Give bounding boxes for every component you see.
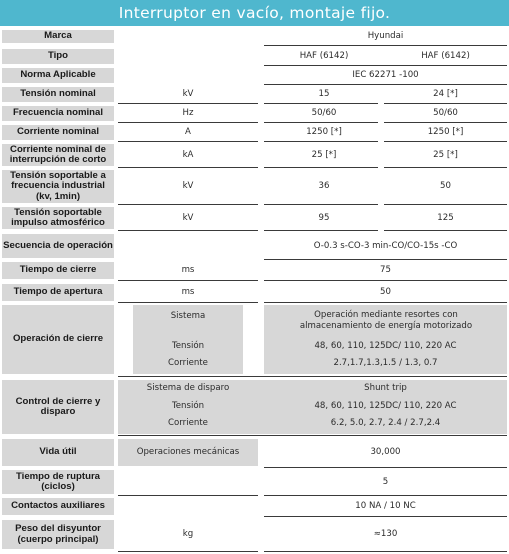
label-tiempo-apertura: Tiempo de apertura [2,284,114,301]
unit-tiempo-apertura: ms [181,287,195,297]
row-divider [264,84,507,85]
row-divider [264,45,507,46]
row-divider [264,230,378,231]
label-tiempo-cierre: Tiempo de cierre [2,262,114,279]
row-divider [264,141,378,142]
unit-corriente-corte: kA [182,149,194,160]
value-tension-soportable-ia-b: 125 [437,212,454,223]
sub-label-corriente-control: Corriente [168,417,208,428]
sub-label-tension-control: Tensión [171,400,205,411]
sub-value-sistema: Operación mediante resortes con almacenamiento de energía motorizado [299,310,473,331]
value-vida-util: 30,000 [370,447,401,457]
row-divider [118,103,258,104]
row-divider [264,467,507,468]
row-divider [264,280,507,281]
label-secuencia: Secuencia de operación [2,234,114,258]
row-divider [264,259,507,260]
row-divider [264,516,507,517]
unit-tension-soportable-fi: kV [182,181,194,191]
sub-value-corriente: 2.7,1.7,1.3,1.5 / 1.3, 0.7 [333,357,438,368]
unit-tension-nominal: kV [182,89,194,99]
value-tension-nominal-b: 24 [*] [433,89,458,99]
unit-corriente-nominal: A [185,127,191,137]
row-divider [118,280,258,281]
value-peso: ≈130 [373,529,398,539]
value-tiempo-cierre: 75 [380,265,391,275]
row-divider [384,230,507,231]
label-peso: Peso del disyuntor (cuerpo principal) [2,520,114,549]
value-contactos-auxiliares: 10 NA / 10 NC [355,501,416,511]
label-marca: Marca [2,30,114,43]
row-divider [264,551,507,552]
row-divider [264,65,507,66]
sub-label-tension: Tensión [171,340,205,351]
label-norma: Norma Aplicable [2,68,114,83]
row-divider [264,495,507,496]
label-vida-util: Vida útil [2,439,114,466]
label-tension-soportable-fi: Tensión soportable a frecuencia industrial (kv, 1min) [2,170,114,203]
row-divider [118,435,507,436]
sub-value-tension-control: 48, 60, 110, 125DC/ 110, 220 AC [314,400,457,411]
value-tipo-a: HAF (6142) [299,51,349,61]
value-tipo-b: HAF (6142) [421,51,470,61]
value-frecuencia-a: 50/60 [311,108,337,118]
value-tension-nominal-a: 15 [318,89,330,99]
value-tension-soportable-ia-a: 95 [318,212,330,223]
value-norma: IEC 62271 -100 [352,70,419,80]
row-divider [118,302,258,303]
row-divider [118,204,258,205]
label-control-cierre-disparo: Control de cierre y disparo [2,380,114,434]
row-divider [118,495,258,496]
label-corriente-corte: Corriente nominal de interrupción de corto [2,144,114,166]
value-frecuencia-b: 50/60 [433,108,458,118]
row-divider [384,141,507,142]
unit-tiempo-cierre: ms [181,265,195,275]
label-tension-soportable-ia: Tensión soportable impulso atmosférico [2,207,114,229]
value-corriente-corte-a: 25 [*] [311,149,337,160]
label-corriente-nominal: Corriente nominal [2,125,114,140]
row-divider [118,376,507,377]
table-title: Interruptor en vacío, montaje fijo. [0,0,509,26]
value-tiempo-ruptura: 5 [382,476,389,487]
label-operacion-cierre: Operación de cierre [2,305,114,374]
row-divider [264,103,378,104]
value-corriente-nominal-b: 1250 [*] [427,127,464,137]
sub-label-sistema: Sistema [170,310,206,321]
row-divider [384,103,507,104]
label-frecuencia: Frecuencia nominal [2,106,114,121]
row-divider [118,167,258,168]
row-divider [264,302,507,303]
row-divider [118,230,258,231]
sub-label-sistema-disparo: Sistema de disparo [146,382,230,393]
unit-frecuencia: Hz [182,108,194,118]
row-divider [384,167,507,168]
row-divider [118,141,258,142]
row-divider [118,551,258,552]
value-tension-soportable-fi-a: 36 [318,181,330,191]
value-corriente-corte-b: 25 [*] [433,149,458,160]
value-tiempo-apertura: 50 [380,287,391,297]
sub-value-sistema-disparo: Shunt trip [364,382,407,393]
label-tiempo-ruptura: Tiempo de ruptura (ciclos) [2,470,114,494]
label-tension-nominal: Tensión nominal [2,87,114,102]
row-divider [264,204,378,205]
row-divider [264,167,378,168]
label-contactos-auxiliares: Contactos auxiliares [2,498,114,515]
row-divider [264,122,378,123]
value-corriente-nominal-a: 1250 [*] [306,127,342,137]
sub-value-tension: 48, 60, 110, 125DC/ 110, 220 AC [314,340,457,351]
sub-value-corriente-control: 6.2, 5.0, 2.7, 2.4 / 2.7,2.4 [330,417,441,428]
value-secuencia: O-0.3 s-CO-3 min-CO/CO-15s -CO [313,240,458,251]
sub-label-corriente: Corriente [168,357,208,368]
row-divider [118,122,258,123]
label-tipo: Tipo [2,49,114,64]
unit-tension-soportable-ia: kV [182,212,194,223]
row-divider [384,122,507,123]
value-tension-soportable-fi-b: 50 [440,181,451,191]
value-marca: Hyundai [367,31,404,41]
row-divider [384,204,507,205]
unit-vida-util: Operaciones mecánicas [136,447,240,457]
unit-peso: kg [182,529,194,539]
